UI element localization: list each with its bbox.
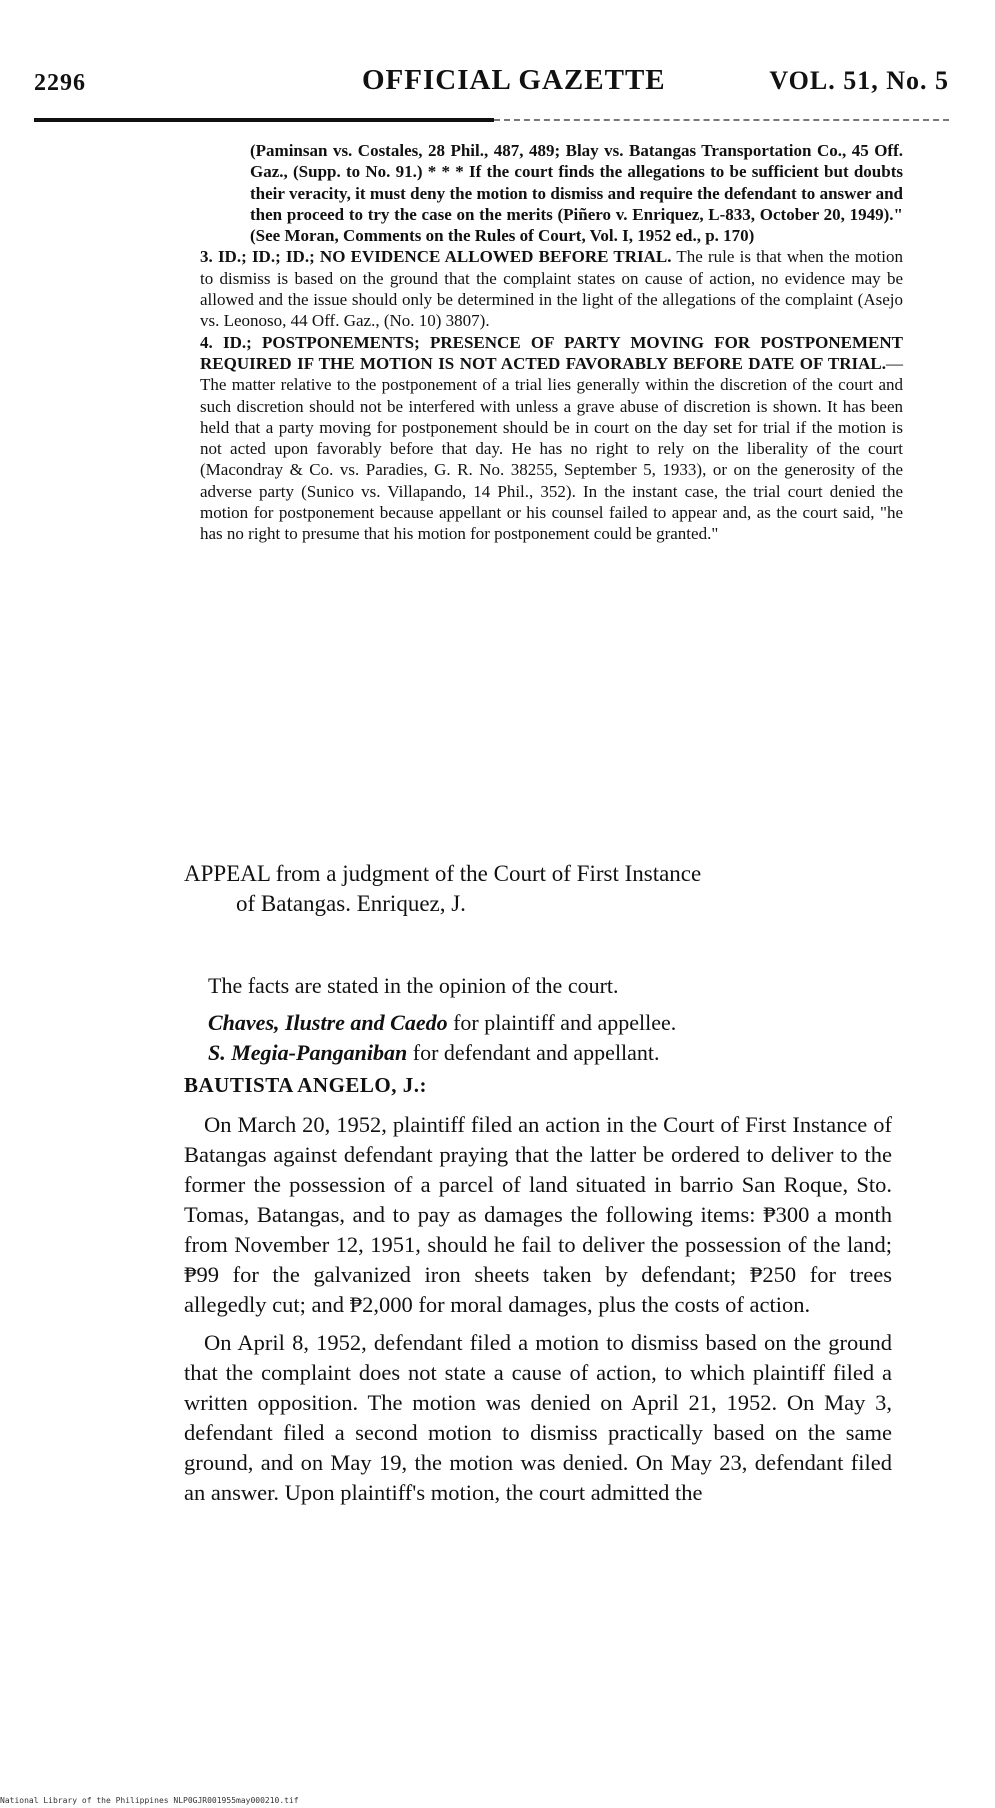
opinion-paragraph-1: On March 20, 1952, plaintiff filed an action in the Court of First Instance of Batangas against defendant praying that the latter be ordered to deliver to the former the possession of a parcel of land situated in barrio San Roque, Sto. Tomas, Batangas, and to pay as damages the following items: ₱300 a month from November 12, 1951, should he fail to deliver the possession of the land; ₱99 for the galvanized iron sheets taken by defendant; ₱250 for trees allegedly cut; and ₱2,000 for moral damages, plus the costs of action.	[184, 1112, 892, 1317]
plaintiff-counsel	[208, 1008, 908, 1038]
defendant-counsel-role: for defendant and appellant.	[407, 1040, 660, 1065]
plaintiff-counsel-name: Chaves, Ilustre and Caedo	[208, 1010, 448, 1035]
appeal-statement	[184, 859, 914, 919]
plaintiff-counsel-role: for plaintiff and appellee.	[447, 1010, 677, 1035]
publication-title: OFFICIAL GAZETTE	[362, 64, 666, 96]
syllabus-continuation: (Paminsan vs. Costales, 28 Phil., 487, 489; Blay vs. Batangas Transportation Co., 45 Off. Gaz., (Supp. to No. 91.) * * * If the court finds the allegations to be sufficient but doubts their veracity, it must deny the motion to dismiss and require the defendant to answer and then proceed to try the case on the merits (Piñero v. Enriquez, L-833, October 20, 1949)." (See Moran, Comments on the Rules of Court, Vol. I, 1952 ed., p. 170)	[250, 141, 903, 246]
defendant-counsel-name: S. Megia-Panganiban	[208, 1040, 408, 1065]
syllabus-item-3-text: The rule is that when the motion to dismiss is based on the ground that the complaint states on cause of action, no evidence may be allowed and the issue should only be determined in the light of the allegations of the complaint (Asejo vs. Leonoso, 44 Off. Gaz., (No. 10) 3807).	[200, 247, 903, 331]
defendant-counsel	[208, 1038, 908, 1068]
header-rule-dashed	[494, 119, 949, 123]
syllabus-item-4	[200, 332, 903, 545]
scan-footer: National Library of the Philippines NLP0GJR001955may000210.tif	[0, 1796, 299, 1805]
page-number: 2296	[34, 70, 86, 96]
syllabus-item-3-heading: 3. ID.; ID.; ID.; NO EVIDENCE ALLOWED BEFORE TRIAL.	[200, 247, 672, 267]
syllabus-item-4-heading: 4. ID.; POSTPONEMENTS; PRESENCE OF PARTY MOVING FOR POSTPONEMENT REQUIRED IF THE MOTION IS NOT ACTED FAVORABLY BEFORE DATE OF TRIAL.	[200, 332, 903, 373]
counsel-listing	[208, 1008, 908, 1068]
ponente: BAUTISTA ANGELO, J.:	[184, 1073, 427, 1097]
opinion-body	[184, 1110, 892, 1516]
syllabus	[200, 140, 903, 545]
header-rule	[34, 118, 494, 122]
syllabus-item-3	[200, 246, 903, 331]
appeal-line-1: APPEAL from a judgment of the Court of First Instance	[184, 861, 702, 886]
page-header	[34, 64, 949, 104]
appeal-line-2: of Batangas. Enriquez, J.	[236, 891, 466, 916]
volume-label: VOL. 51, No. 5	[769, 66, 949, 95]
facts-statement: The facts are stated in the opinion of the court.	[208, 973, 619, 998]
syllabus-item-4-text: —The matter relative to the postponement of a trial lies generally within the discretion of the court and such discretion should not be interfered with unless a grave abuse of discretion is shown. It has been held that a party moving for postponement should be in court on the day set for trial if the motion is not acted upon favorably before that day. He has no right to rely on the liberality of the court (Macondray & Co. vs. Paradies, G. R. No. 38255, September 5, 1933), or on the generosity of the adverse party (Sunico vs. Villapando, 14 Phil., 352). In the instant case, the trial court denied the motion for postponement because appellant or his counsel failed to appear and, as the court said, "he has no right to presume that his motion for postponement could be granted."	[200, 353, 903, 544]
opinion-paragraph-2: On April 8, 1952, defendant filed a motion to dismiss based on the ground that the complaint does not state a cause of action, to which plaintiff filed a written opposition. The motion was denied on April 21, 1952. On May 3, defendant filed a second motion to dismiss practically based on the same ground, and on May 19, the motion was denied. On May 23, defendant filed an answer. Upon plaintiff's motion, the court admitted the	[184, 1330, 892, 1505]
